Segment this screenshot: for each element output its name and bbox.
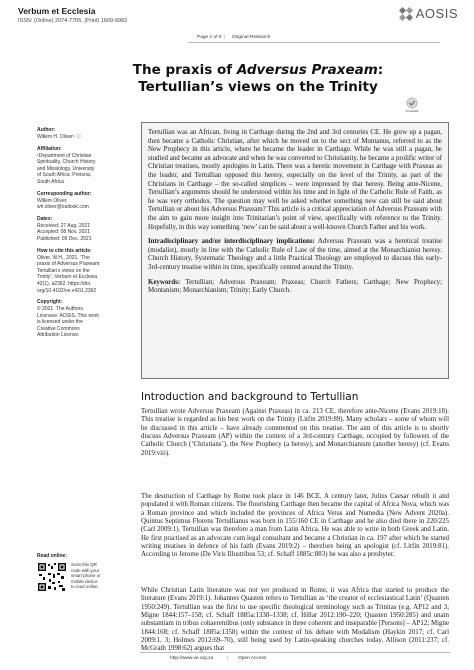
title-italic: Adversus Praxeam [236, 62, 378, 78]
page-bar-separator: | [224, 35, 226, 40]
implications-paragraph [148, 238, 442, 272]
crossmark-label: CrossMark [405, 108, 419, 113]
author-name[interactable]: Willem H. Oliver¹ ⓘ [37, 134, 81, 140]
abstract-text: Tertullian was an African, living in Carthage during the 2nd and 3rd centuries CE. He grew up a pagan, then became a Catholic Christian, after which he moved on to the sect of Montanus, referred to as the New Prophecy in this article, where he became the leader in Carthage. While he was still a pagan, he studied and became an advocate and when he was converted to Christianity, he became a prolific writer of Christian treatises, mostly apologies in Latin. There was a heretic movement in Carthage with Praxeas as the leader, and Tertullian opposed this heresy, especially on the level of the Trinity, as part of the Christians in Carthage – the so-called simplices – were impressed by that heresy. Being ante-Nicene, Tertullian’s arguments should be understood within his time and in light of the Catholic Rule of Faith, as he was very orthodox. The question may well be asked whether something new can still be said about Tertullian or about his Adversus Praxeam? This article is a critical appreciation of Adversus Praxeam with the aim to gain more insight into Trinitarian’s point of view, specifically with reference to the Trinity. Hopefully, in this way something ‘new’ can be said about a well-known Church Father and his work. [148, 129, 442, 231]
affiliation-text: ¹Department of Christian Spirituality, Church History and Missiology, University of South Africa, Pretoria, South Africa [37, 152, 96, 185]
author-heading: Author: [37, 127, 56, 133]
corresponding-block [37, 191, 132, 211]
affiliation-block [37, 146, 132, 186]
publisher-logo [399, 6, 458, 21]
issn: ISSN: (Online) 2074-7705, (Print) 1609-9982 [18, 18, 128, 24]
section-heading: Introduction and background to Tertullian [141, 391, 359, 403]
qr-code-icon[interactable] [37, 562, 67, 592]
copyright-block [37, 299, 132, 339]
corresponding-text[interactable]: Willem Oliver, wh.oliver@outlook.com [37, 197, 89, 211]
affiliation-heading: Affiliation: [37, 145, 62, 152]
title-prefix: The praxis of [132, 62, 237, 78]
aosis-logo-icon [399, 7, 413, 21]
author-block [37, 127, 132, 141]
page-number: Page 1 of 9 [197, 35, 222, 40]
read-online-box [37, 553, 132, 592]
read-online-text: Scan this QR code with your smart phone or mobile device to read online. [71, 562, 101, 590]
implications-label: Intradisciplinary and/or interdisciplinary implications: [148, 238, 315, 246]
dates-block [37, 216, 132, 243]
dates-heading: Dates: [37, 215, 53, 222]
journal-name: Verbum et Ecclesia [18, 6, 96, 16]
copyright-text: © 2021. The Authors. Licensee: AOSIS. This work is licensed under the Creative Commons Attribution License. [37, 306, 99, 339]
page-footer [140, 652, 450, 662]
cite-text[interactable]: Oliver, W.H., 2021, ‘The praxis of Adversus Praxeam: Tertullian’s views on the Trinity’, Verbum et Ecclesia 42(1), a2362. https://doi. org/10.4102/ve.v42i1.2362 [37, 254, 101, 294]
read-online-heading: Read online: [37, 553, 68, 559]
body-paragraph-3: While Christian Latin literature was not yet produced in Rome, it was Africa that started to produce the literature (Evans 2019:1). Johannes Quasten refers to Tertullian as ‘the creator of ecclesiastical Latin’ (Quasten 1950:249). Tertullian was the first to use specific theological terminology such as Trinitas (e.g. AP12 and 3; Migne 1844:157–158; cf. Schaff 1885a:1338–1338; cf. Hillar 2012:190–220; Quasten 1950:285) and unam substantiam in tribus cohaerentibus (only substance in three coherent and inseparable [Persons] – AP12; Migne 1844:168; cf. Schaff 1885a:1358) within the context of his debate with Modalism (Haykin 2017; cf. Carl 2009:1, 3; Holmes 2012:69–70), still being used by Latin-speaking churches today. Allison (2011:237; cf. McGrath 1998:62) argues that [141, 587, 449, 653]
keywords-label: Keywords: [148, 278, 181, 286]
body-paragraph-1: Tertullian wrote Adversus Praxeam (Against Praxeas) in ca. 213 CE, therefore ante-Nicene (Evans 2019:18). This treatise is regarded as his best work on the Trinity (Litfin 2019:89). Many scholars – some of whom will be discussed in this article – have already commented on this treatise. The aim of this article is to shortly discuss Adversus Praxeam (AP) within the context of a 3rd-century Carthage, occupied by followers of the Catholic Church (‘Christians’), the New Prophecy (a heresy), and Monarchianism (another heresy) (cf. Evans 2019:viii). [141, 408, 449, 457]
implications-text: Adversus Praxeam was a heretical treatise (modalist), mostly in line with the Catholic Rule of Law of the time, aimed at the Monarchianist heresy. Church History, Systematic Theology and a little Practical Theology are employed to discuss this early-3rd-century treatise within its time, specifically centred around the Trinity. [148, 238, 443, 271]
copyright-heading: Copyright: [37, 299, 63, 306]
footer-separator: | [227, 656, 229, 661]
title-line2: Tertullian’s views on the Trinity [138, 79, 378, 95]
crossmark-icon[interactable] [402, 97, 422, 113]
page-info-bar [188, 35, 440, 43]
cite-block [37, 248, 132, 295]
keywords-paragraph [148, 279, 442, 296]
footer-url-link[interactable]: http://www.ve.org.za [170, 656, 214, 661]
publisher-name: AOSIS [415, 6, 458, 21]
cite-heading: How to cite this article: [37, 247, 92, 254]
journal-header [18, 4, 458, 34]
body-paragraph-2: The destruction of Carthage by Rome took place in 146 BCE. A century later, Julius Caesar rebuilt it and populated it with Roman citizens. The flourishing Carthage then became the capital of Africa Nova, which was a Roman province and which included the provinces of Africa Vetus and Numedia (New Advent 2020a). Quintus Septimus Florens Tertullianus was born in 155/160 CE in Carthage and he also died there in 220/225 (Carl 2009:1). Tertullian was therefore a man from Latin Africa. He was able to write in both Greek and Latin. He first practised as an advocate cum legal consultant and became a Christian in ca. 197 after which he started writing treatises in defence of his faith (Evans 2019:2) – therefore being an apologist (cf. Litfin 2019:81). According to Jerome (De Viris Illustribus 53; cf. Schaff 1885c:883) he was also a presbyter. [141, 493, 449, 559]
article-title [118, 62, 398, 96]
article-sidebar [37, 127, 132, 344]
keywords-text: Tertullian; Adversus Praxeam; Praxeas; Church Fathers; Carthage; New Prophecy; Montanism; Monarchianism; Trinity; Early Church. [148, 278, 442, 295]
corresponding-heading: Corresponding author: [37, 190, 92, 197]
open-access-label: Open Access [238, 656, 267, 661]
abstract-box [141, 122, 449, 379]
title-suffix: : [377, 62, 384, 78]
dates-text: Received: 27 Aug. 2021 Accepted: 08 Nov. 2021 Published: 09 Dec. 2021 [37, 222, 92, 242]
article-type: Original Research [232, 35, 271, 40]
